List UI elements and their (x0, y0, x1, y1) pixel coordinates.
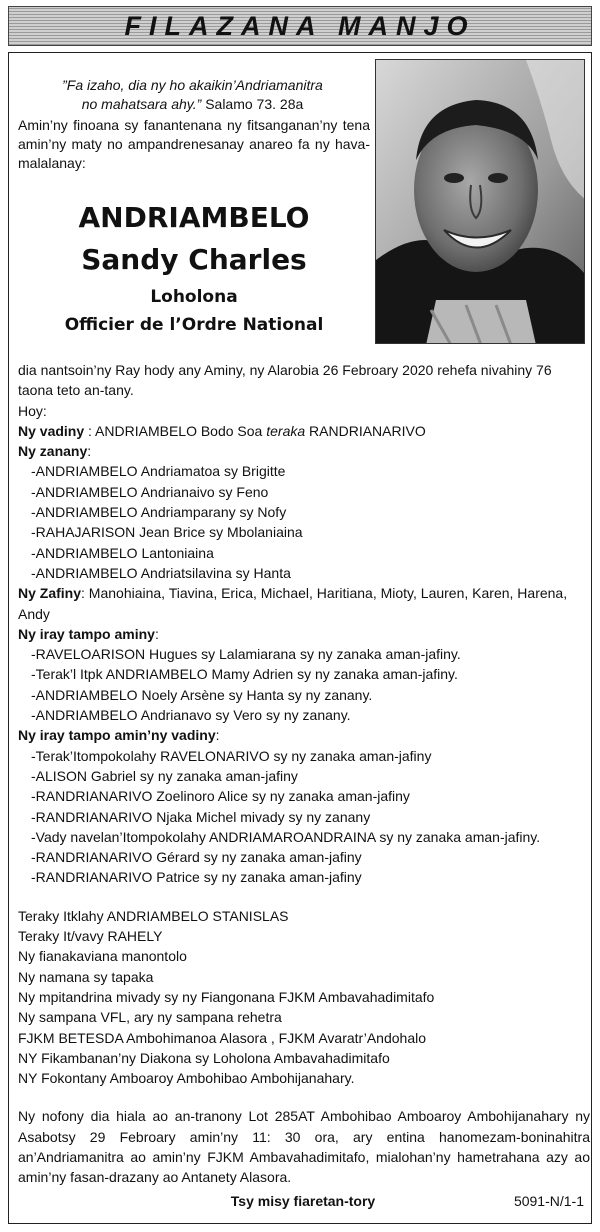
portrait-image (376, 60, 585, 344)
notice-header (8, 6, 592, 46)
other-mourner: Ny mpitandrina mivady sy ny Fiangonana FJKM Ambavahadimitafo (18, 988, 435, 1005)
death-notice: dia nantsoin’ny Ray hody any Aminy, ny Alarobia 26 Febroary 2020 rehefa nivahiny 76 taona teto an-tany. (18, 362, 552, 399)
list-item: -RANDRIANARIVO Njaka Michel mivady sy ny zanany (31, 808, 371, 825)
deceased-surname: ANDRIAMBELO (78, 201, 310, 234)
quote-line-2: no mahatsara ahy.” (81, 96, 202, 112)
quote-reference: Salamo 73. 28a (201, 96, 304, 112)
list-item: -RANDRIANARIVO Patrice sy ny zanaka aman-jafiny (31, 869, 362, 886)
bible-quote (20, 76, 365, 114)
spouse-line (18, 421, 590, 441)
list-item: -RANDRIANARIVO Zoelinoro Alice sy ny zanaka aman-jafiny (31, 788, 410, 805)
other-mourner: Ny fianakaviana manontolo (18, 948, 187, 965)
other-mourner: FJKM BETESDA Ambohimanoa Alasora , FJKM Avaratr’Andohalo (18, 1029, 427, 1046)
list-item: -ANDRIAMBELO Andriatsilavina sy Hanta (31, 564, 291, 581)
list-item: -RAVELOARISON Hugues sy Lalamiarana sy ny zanaka aman-jafiny. (31, 646, 461, 663)
spouse-siblings-label: Ny iray tampo amin’ny vadiny (18, 727, 216, 744)
spouse-maiden-name: RANDRIANARIVO (305, 422, 426, 439)
other-mourner: NY Fokontany Amboaroy Ambohibao Ambohijanahary. (18, 1070, 355, 1087)
list-item: -ALISON Gabriel sy ny zanaka aman-jafiny (31, 767, 298, 784)
spouse-name: ANDRIAMBELO Bodo Soa (95, 422, 267, 439)
other-mourner: Teraky It/vavy RAHELY (18, 928, 163, 945)
quote-line-1: ”Fa izaho, dia ny ho akaikin’Andriamanitra (62, 77, 323, 93)
grandchildren-line (18, 583, 590, 624)
other-mourner: Ny namana sy tapaka (18, 968, 154, 985)
other-mourner: Teraky Itklahy ANDRIAMBELO STANISLAS (18, 907, 289, 924)
intro-text: Amin’ny finoana sy fanantenana ny fitsanganan’ny tena amin’ny maty no ampandrenesanay anareo fa ny hava-malalanay: (18, 117, 370, 171)
children-heading: Ny zanany: (18, 443, 92, 460)
header-title: FILAZANA MANJO (124, 10, 476, 41)
grandchildren-names: : Manohiaina, Tiavina, Erica, Michael, Haritiana, Mioty, Lauren, Karen, Harena, Andy (18, 585, 568, 622)
spouse-siblings-heading: Ny iray tampo amin’ny vadiny: (18, 727, 220, 744)
notice-body (18, 360, 590, 1188)
hoy-label: Hoy: (18, 402, 47, 419)
other-mourner: NY Fikambanan’ny Diakona sy Loholona Ambavahadimitafo (18, 1049, 390, 1066)
list-item: -RANDRIANARIVO Gérard sy ny zanaka aman-jafiny (31, 849, 362, 866)
children-label: Ny zanany (18, 443, 88, 460)
no-condolences-text: Tsy misy fiaretan-tory (230, 1193, 376, 1209)
deceased-title-2: Officier de l’Ordre National (64, 315, 324, 335)
reference-number: 5091-N/1-1 (513, 1193, 584, 1209)
siblings-heading: Ny iray tampo aminy: (18, 625, 159, 642)
other-mourner: Ny sampana VFL, ary ny sampana rehetra (18, 1009, 282, 1026)
list-item: -Terak’Itompokolahy RAVELONARIVO sy ny zanaka aman-jafiny (31, 747, 432, 764)
list-item: -RAHAJARISON Jean Brice sy Mbolaniaina (31, 524, 303, 541)
list-item: -ANDRIAMBELO Lantoniaina (31, 544, 214, 561)
portrait-photo (375, 59, 585, 344)
list-item: -Vady navelan’Itompokolahy ANDRIAMAROANDRAINA sy ny zanaka aman-jafiny. (31, 828, 541, 845)
funeral-notice: Ny nofony dia hiala ao an-tranony Lot 285AT Ambohibao Amboaroy Ambohijanahary ny Asabotsy 29 Febroary amin’ny 11: 30 ora, ary entina hanomezam-boninahitra an’Andriamanitra ao amin’ny FJKM Ambavahadimitafo, mialohan’ny hametrahana azy ao amin’ny fasan-drazany ao Antanety Alasora. (18, 1108, 590, 1186)
spouse-label: Ny vadiny (18, 422, 85, 439)
deceased-given-name: Sandy Charles (81, 243, 307, 276)
spacer (18, 1088, 590, 1106)
list-item: -ANDRIAMBELO Andrianaivo sy Feno (31, 483, 269, 500)
notice-footer (18, 1193, 588, 1213)
grandchildren-label: Ny Zafiny (18, 585, 82, 602)
list-item: -ANDRIAMBELO Andriamparany sy Nofy (31, 504, 287, 521)
spouse-separator: : (84, 422, 96, 439)
list-item: -Terak’l Itpk ANDRIAMBELO Mamy Adrien sy ny zanaka aman-jafiny. (31, 666, 458, 683)
siblings-label: Ny iray tampo aminy (18, 625, 155, 642)
list-item: -ANDRIAMBELO Andriamatoa sy Brigitte (31, 463, 286, 480)
list-item: -ANDRIAMBELO Noely Arsène sy Hanta sy ny zanany. (31, 686, 373, 703)
spouse-teraka: teraka (266, 422, 306, 439)
spacer (18, 888, 590, 906)
deceased-title-1: Loholona (150, 287, 238, 307)
list-item: -ANDRIAMBELO Andrianavo sy Vero sy ny zanany. (31, 707, 351, 724)
